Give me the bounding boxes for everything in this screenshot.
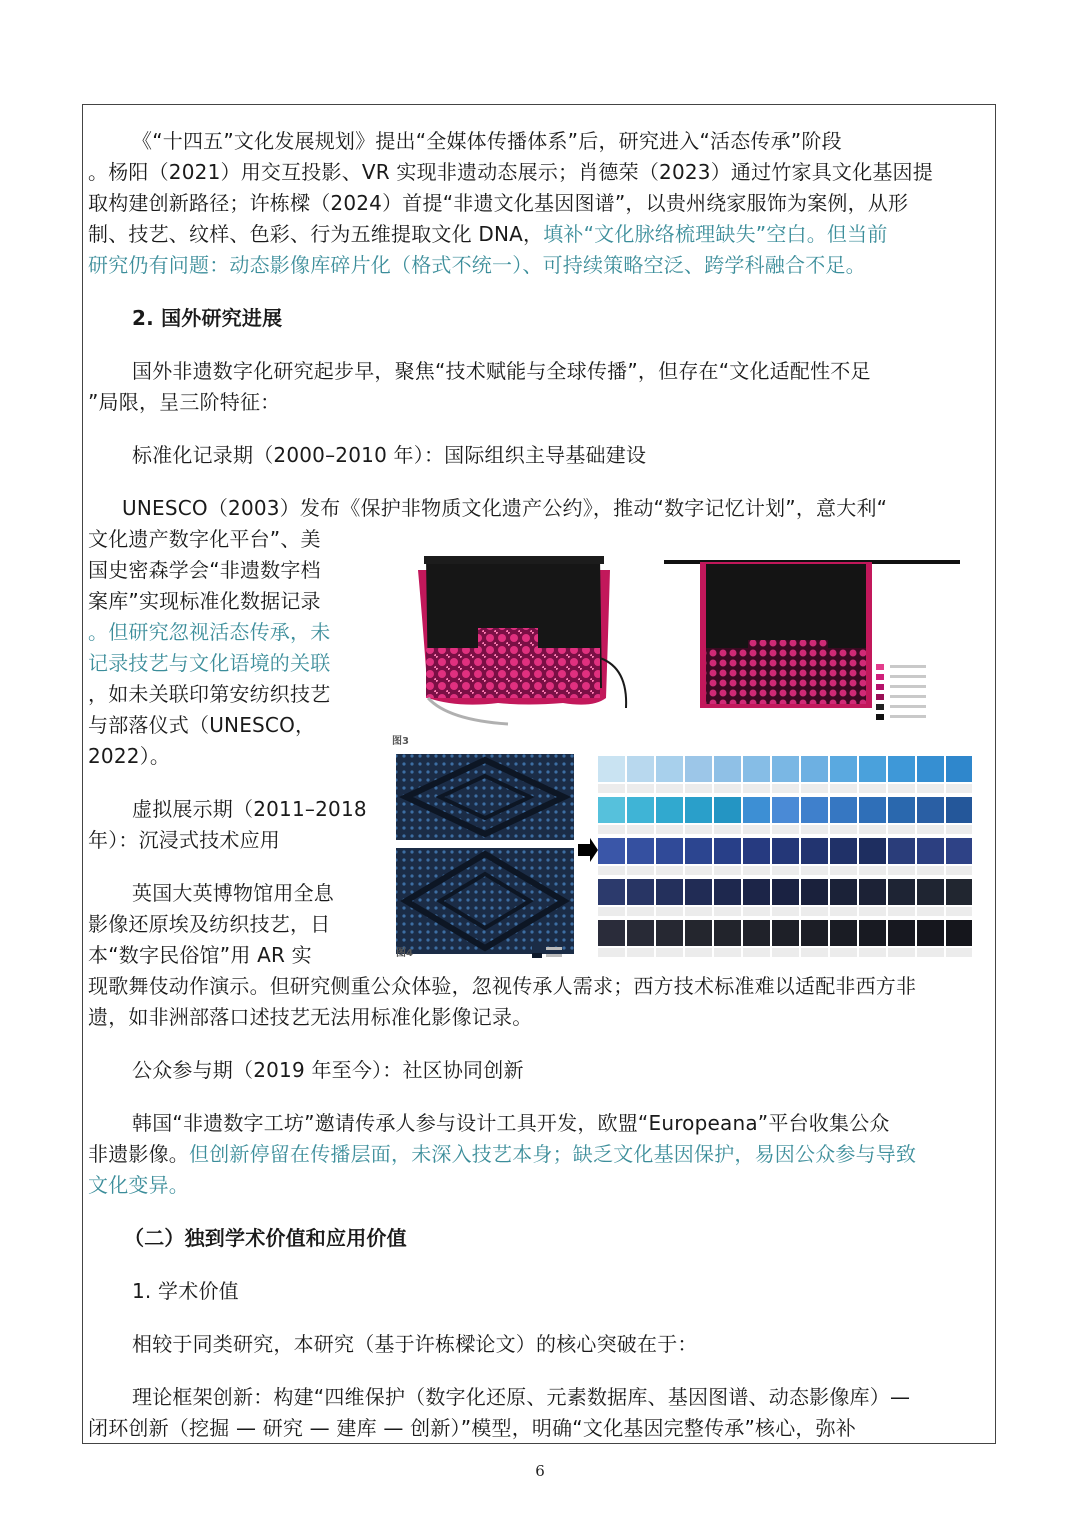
- paragraph-line: ”局限，呈三阶特征：: [88, 390, 281, 414]
- paragraph-highlight: 研究仍有问题：动态影像库碎片化（格式不统一）、可持续策略空泛、跨学科融合不足。: [88, 253, 866, 277]
- stage-title: 年）：沉浸式技术应用: [88, 828, 280, 852]
- paragraph-line: 《“十四五”文化发展规划》提出“全媒体传播体系”后，研究进入“活态传承”阶段: [132, 129, 842, 153]
- paragraph-line: ，如未关联印第安纺织技艺: [88, 682, 331, 706]
- paragraph-line: 国外非遗数字化研究起步早，聚焦“技术赋能与全球传播”，但存在“文化适配性不足: [132, 359, 871, 383]
- paragraph-text: 非遗影像。: [88, 1142, 189, 1166]
- paragraph-highlight: 记录技艺与文化语境的关联: [88, 651, 331, 675]
- paragraph-line: 。杨阳（2021）用交互投影、VR 实现非遗动态展示；肖德荣（2023）通过竹家具文化基因提: [88, 160, 933, 184]
- paragraph-line: 遗，如非洲部落口述技艺无法用标准化影像记录。: [88, 1005, 533, 1029]
- stage-title: 公众参与期（2019 年至今）：社区协同创新: [132, 1058, 524, 1082]
- paragraph-line: 理论框架创新：构建“四维保护（数字化还原、元素数据库、基因图谱、动态影像库）—: [132, 1385, 911, 1409]
- section-heading: 2. 国外研究进展: [132, 306, 283, 330]
- paragraph-highlight: 文化变异。: [88, 1173, 189, 1197]
- paragraph-highlight: 。但研究忽视活态传承，未: [88, 620, 331, 644]
- page-number: 6: [535, 1462, 545, 1480]
- paragraph-line: 现歌舞伎动作演示。但研究侧重公众体验，忽视传承人需求；西方技术标准难以适配非西方非: [88, 974, 917, 998]
- paragraph-highlight: 填补“文化脉络梳理缺失”空白。但当前: [543, 222, 888, 246]
- paragraph-line: 与部落仪式（UNESCO，: [88, 713, 316, 737]
- section-heading: （二）独到学术价值和应用价值: [124, 1226, 407, 1250]
- paragraph-line: [88, 1139, 916, 1170]
- stage-title: 虚拟展示期（2011–2018: [132, 797, 367, 821]
- paragraph-highlight: 但创新停留在传播层面，未深入技艺本身；缺乏文化基因保护，易因公众参与导致: [189, 1142, 917, 1166]
- paragraph-line: 相较于同类研究，本研究（基于许栋樑论文）的核心突破在于：: [132, 1332, 698, 1356]
- paragraph-line: UNESCO（2003）发布《保护非物质文化遗产公约》，推动“数字记忆计划”，意大利“: [122, 496, 888, 520]
- paragraph-line: [88, 219, 888, 250]
- paragraph-line: 韩国“非遗数字工坊”邀请传承人参与设计工具开发，欧盟“Europeana”平台收集公众: [132, 1111, 890, 1135]
- figure-3-caption: 图3: [392, 736, 409, 747]
- figure-4-textile-palette-image: [392, 752, 972, 962]
- paragraph-line: 取构建创新路径；许栋樑（2024）首提“非遗文化基因图谱”，以贵州绕家服饰为案例，从形: [88, 191, 909, 215]
- figure-4-caption: 图4: [396, 948, 413, 959]
- paragraph-line: 案库”实现标准化数据记录: [88, 589, 321, 613]
- paragraph-line: 本“数字民俗馆”用 AR 实: [88, 943, 312, 967]
- paragraph-line: 影像还原埃及纺织技艺，日: [88, 912, 331, 936]
- paragraph-text: 制、技艺、纹样、色彩、行为五维提取文化 DNA，: [88, 222, 544, 246]
- paragraph-line: 2022）。: [88, 744, 171, 768]
- subsection-heading: 1. 学术价值: [132, 1279, 239, 1303]
- paragraph-line: 闭环创新（挖掘 — 研究 — 建库 — 创新）”模型，明确“文化基因完整传承”核心，弥补: [88, 1416, 857, 1440]
- paragraph-line: 英国大英博物馆用全息: [132, 881, 334, 905]
- stage-title: 标准化记录期（2000–2010 年）：国际组织主导基础建设: [132, 443, 647, 467]
- paragraph-line: 国史密森学会“非遗数字档: [88, 558, 321, 582]
- figure-3-apron-image: [388, 548, 972, 748]
- paragraph-line: 文化遗产数字化平台”、美: [88, 527, 321, 551]
